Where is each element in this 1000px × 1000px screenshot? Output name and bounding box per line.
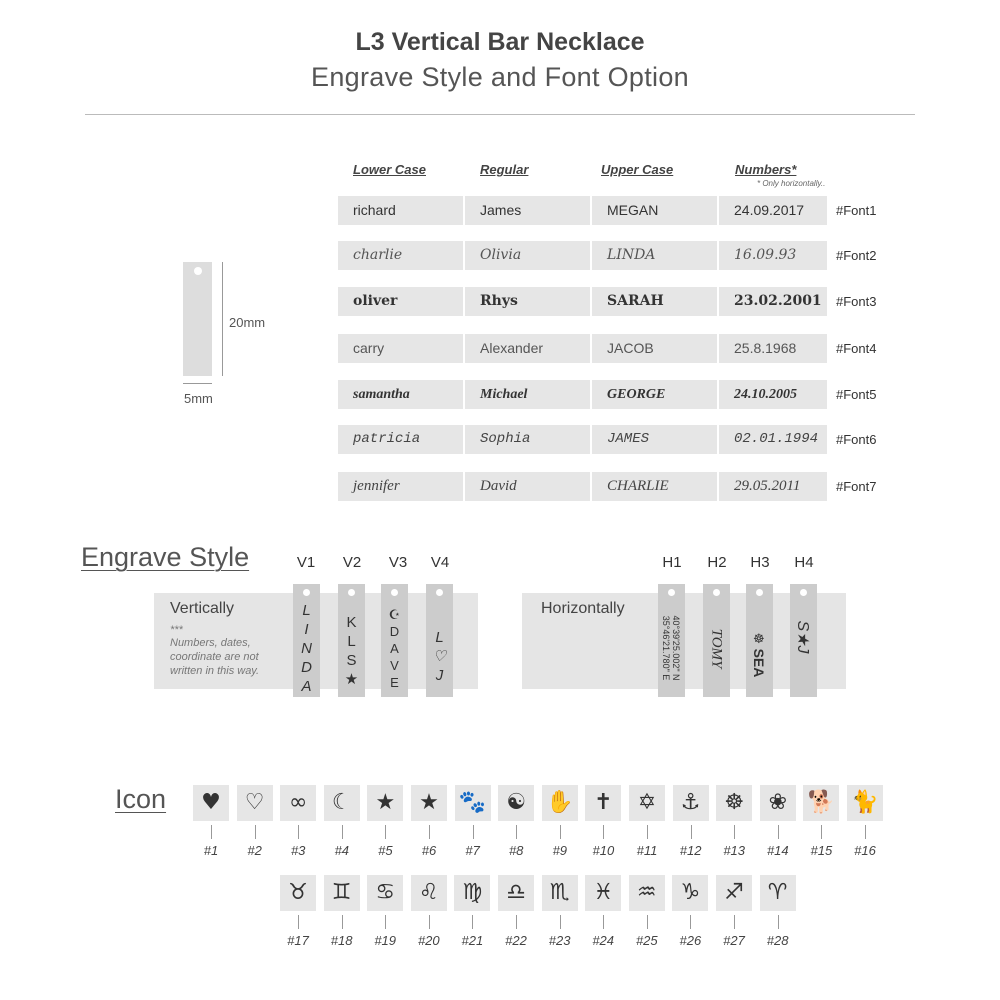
icon-leader-line [298,915,299,929]
icon-leader-line [603,825,604,839]
icon-tile [367,875,403,911]
icon-number: #1 [203,843,219,858]
heart-outline-icon: ♡ [244,790,265,815]
sample-h4: S★J [794,620,811,654]
h1-line2: 35°46'21.780" E [661,615,671,681]
icon-number: #12 [679,843,702,858]
moon-icon: ☾ [331,790,352,815]
icon-leader-line [647,915,648,929]
star-of-david-icon: ✡ [637,790,657,815]
header-lower-case: Lower Case [353,162,426,177]
label-v2: V2 [342,554,362,571]
icon-tile [629,875,665,911]
icon-tile [498,875,534,911]
font-sample-cell: Olivia [465,241,590,270]
icon-leader-line [560,915,561,929]
engraved-character: I [304,620,309,638]
font-sample-cell: richard [338,196,463,225]
font-sample-cell: 16.09.93 [719,241,827,270]
label-h4: H4 [794,554,814,571]
engraved-character: L [435,628,444,646]
divider [85,114,915,115]
star-icon: ★ [375,790,396,815]
font-sample-cell: LINDA [592,241,717,270]
icon-tile [324,785,360,821]
engraved-character: ♡ [432,647,447,665]
font-label: #Font6 [836,432,877,447]
icon-leader-line [865,825,866,839]
header-upper-case: Upper Case [601,162,674,177]
icon-leader-line [647,825,648,839]
icon-tile [716,875,752,911]
font-sample-cell: David [465,472,590,501]
height-dimension-line [222,262,223,376]
font-sample-cell: CHARLIE [592,472,717,501]
icon-leader-line [255,825,256,839]
font-sample-cell: 29.05.2011 [719,472,827,501]
helm-icon: ☸ [724,790,745,815]
cancer-icon: ♋ [375,880,396,905]
icon-tile [760,875,796,911]
icon-leader-line [342,915,343,929]
icon-number: #23 [548,933,571,948]
libra-icon: ♎ [506,880,526,905]
paw-icon: 🐾 [458,790,487,815]
icon-number: #20 [417,933,440,948]
engraved-character: D [389,623,400,639]
font-sample-cell: 23.02.2001 [719,287,827,316]
icon-tile [585,875,621,911]
sagittarius-icon: ♐ [724,880,744,905]
aquarius-icon: ♒ [636,880,657,905]
icon-number: #2 [247,843,262,858]
icon-leader-line [560,825,561,839]
page-subtitle: Engrave Style and Font Option [311,62,689,92]
icon-leader-line [603,915,604,929]
icon-tile [237,785,273,821]
font-sample-cell: oliver [338,287,463,316]
page-title: L3 Vertical Bar Necklace [355,28,645,56]
icon-number: #26 [679,933,702,948]
font-sample-cell: carry [338,334,463,363]
engraved-character: ★ [344,671,359,688]
icon-number: #25 [635,933,658,948]
icon-leader-line [473,825,474,839]
font-sample-cell: Michael [465,380,590,409]
icon-number: #13 [723,843,746,858]
engrave-style-title: Engrave Style [81,542,250,572]
engraved-character: J [435,666,444,684]
vertical-title: Vertically [170,600,235,617]
icon-leader-line [472,915,473,929]
icon-tile [324,875,360,911]
icon-tile [629,785,665,821]
icon-tile [454,875,490,911]
header-numbers: Numbers* [735,162,797,177]
icon-tile [760,785,796,821]
width-dimension-line [183,383,212,384]
font-sample-cell: 24.10.2005 [719,380,827,409]
infinity-icon: ∞ [289,790,308,815]
icon-tile [193,785,229,821]
sample-h2: TOMY [708,628,725,669]
icon-leader-line [516,825,517,839]
icon-number: #24 [592,933,615,948]
bar-diagram [183,262,212,376]
tag-hole [348,589,355,596]
engraved-character: D [301,658,312,676]
icon-number: #9 [552,843,568,858]
icon-tile [455,785,491,821]
icon-number: #8 [508,843,524,858]
star-small-icon: ★ [419,790,439,815]
icon-tile [280,785,316,821]
icon-number: #3 [290,843,306,858]
sample-v2 [338,608,365,694]
icon-tile [716,785,752,821]
pisces-icon: ♓ [593,880,614,905]
icon-number: #5 [378,843,393,858]
hamsa-icon: ✋ [546,790,574,815]
leo-icon: ♌ [418,880,439,905]
gemini-icon: ♊ [331,880,352,905]
engraved-character: V [390,657,399,673]
icon-leader-line [778,825,779,839]
icon-tile [847,785,883,821]
font-sample-cell: 24.09.2017 [719,196,827,225]
icon-number: #14 [766,843,789,858]
vertical-stars: *** [170,624,183,636]
width-label: 5mm [184,391,213,406]
bar-hole [194,267,202,275]
icon-leader-line [734,825,735,839]
font-sample-cell: MEGAN [592,196,717,225]
yin-yang-icon: ☯ [506,790,527,815]
icon-number: #19 [374,933,397,948]
label-h1: H1 [662,554,682,571]
label-v4: V4 [430,554,450,571]
helm-icon: ☸ [753,631,765,646]
icon-tile [280,875,316,911]
icon-leader-line [690,915,691,929]
tag-hole [713,589,720,596]
icon-number: #10 [592,843,615,858]
font-label: #Font2 [836,248,877,263]
icon-number: #16 [854,843,876,858]
icon-tile [411,875,447,911]
icon-number: #18 [330,933,353,948]
font-sample-cell: Sophia [465,425,590,454]
sample-v1 [293,602,320,694]
font-sample-cell: samantha [338,380,463,409]
icon-number: #27 [723,933,745,948]
icon-number: #11 [636,843,658,858]
icon-leader-line [516,915,517,929]
font-sample-cell: Rhys [465,287,590,316]
icon-leader-line [298,825,299,839]
icon-leader-line [342,825,343,839]
h1-line1: 40°39'25.002" N [671,615,681,681]
font-sample-cell: 25.8.1968 [719,334,827,363]
icon-number: #22 [505,933,527,948]
cat-icon: 🐈 [851,790,879,815]
label-h3: H3 [750,554,770,571]
icon-number: #17 [287,933,309,948]
horizontal-title: Horizontally [541,600,625,617]
icon-tile [367,785,403,821]
icon-tile [542,785,578,821]
engraved-character: S [346,652,357,669]
font-label: #Font5 [836,387,877,402]
engraved-character: L [347,633,356,650]
sample-v3 [381,602,408,694]
header-regular: Regular [480,162,529,177]
font-sample-cell: jennifer [338,472,463,501]
font-label: #Font7 [836,479,877,494]
engraved-character: ☪ [388,606,401,622]
engraved-character: A [390,640,399,656]
engraved-character: N [301,639,312,657]
font-label: #Font1 [836,203,877,218]
icon-tile [585,785,621,821]
label-v1: V1 [296,554,316,571]
icon-leader-line [429,915,430,929]
engraved-character: L [302,601,311,619]
font-sample-cell: Alexander [465,334,590,363]
font-sample-cell: patricia [338,425,463,454]
taurus-icon: ♉ [288,880,308,905]
engraved-character: E [390,674,399,690]
icon-number: #28 [766,933,789,948]
label-h2: H2 [707,554,727,571]
font-sample-cell: charlie [338,241,463,270]
icon-number: #6 [421,843,437,858]
aries-icon: ♈ [767,880,788,905]
tag-hole [436,589,443,596]
lotus-icon: ❀ [768,790,788,815]
anchor-icon: ⚓ [680,790,701,815]
engraved-character: A [301,677,312,695]
icon-leader-line [211,825,212,839]
icon-number: #21 [461,933,484,948]
icon-leader-line [778,915,779,929]
font-label: #Font4 [836,341,877,356]
heart-icon: ♥ [201,790,221,815]
font-sample-cell: JACOB [592,334,717,363]
icon-leader-line [429,825,430,839]
height-label: 20mm [229,315,266,330]
icon-tile [411,785,447,821]
numbers-note: * Only horizontally.. [757,179,826,188]
sample-v4 [426,618,453,694]
vertical-note: Numbers, dates, coordinate are not written in this way. [170,637,260,677]
font-sample-cell: JAMES [592,425,717,454]
tag-hole [303,589,310,596]
virgo-icon: ♍ [462,880,483,905]
engraved-character: K [346,614,357,631]
font-sample-cell: 02.01.1994 [719,425,827,454]
font-sample-cell: GEORGE [592,380,717,409]
icon-leader-line [691,825,692,839]
icon-leader-line [385,915,386,929]
label-v3: V3 [388,554,408,571]
icon-leader-line [385,825,386,839]
capricorn-icon: ♑ [680,880,701,905]
font-sample-cell: James [465,196,590,225]
icon-number: #4 [334,843,350,858]
icon-section-title: Icon [115,784,167,814]
sample-h3: SEA [751,648,767,678]
icon-number: #7 [465,843,480,858]
font-label: #Font3 [836,294,877,309]
icon-leader-line [821,825,822,839]
icon-tile [803,785,839,821]
icon-leader-line [734,915,735,929]
tag-hole [391,589,398,596]
icon-number: #15 [810,843,833,858]
icon-tile [672,875,708,911]
font-sample-cell: SARAH [592,287,717,316]
icon-tile [542,875,578,911]
tag-hole [668,589,675,596]
tag-hole [756,589,763,596]
cross-icon: ✝ [594,790,613,815]
scorpio-icon: ♏ [549,880,570,905]
dog-icon: 🐕 [807,790,836,815]
icon-tile [673,785,709,821]
icon-tile [498,785,534,821]
